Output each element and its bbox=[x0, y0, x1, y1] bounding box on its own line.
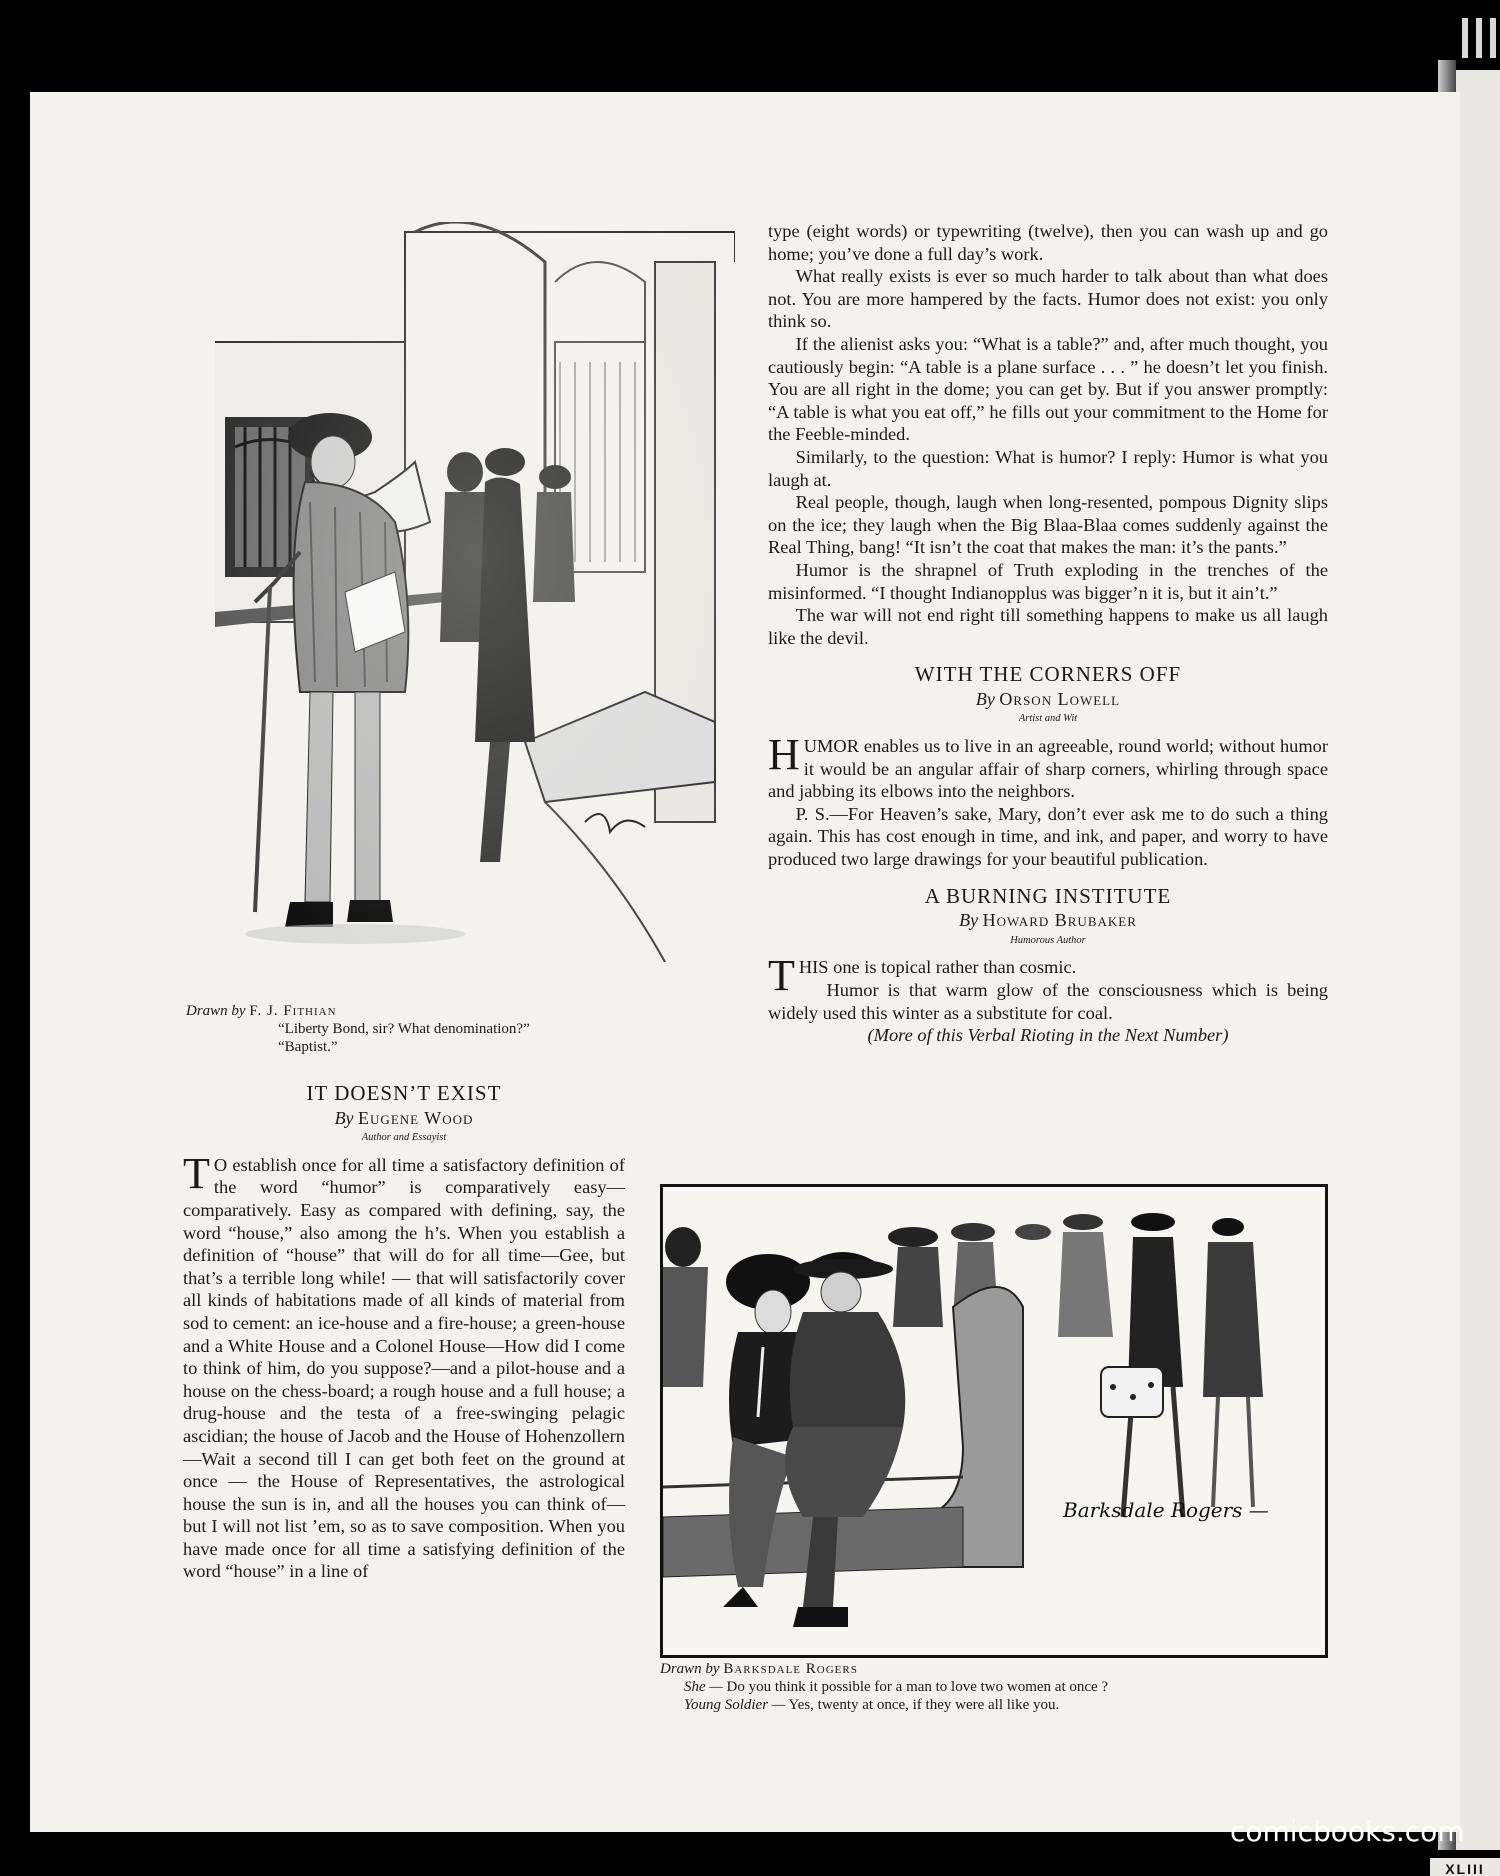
dialogue-line bbox=[660, 1678, 1360, 1696]
article-paragraph bbox=[183, 1148, 625, 1583]
article-title: WITH THE CORNERS OFF bbox=[914, 662, 1182, 687]
article-byline bbox=[183, 1107, 625, 1130]
speaker-label: Young Soldier — bbox=[684, 1697, 786, 1713]
drop-cap: T bbox=[183, 1148, 210, 1198]
byline-by: By bbox=[975, 688, 995, 709]
illustration-bench-couple bbox=[660, 1184, 1328, 1658]
continued-notice: (More of this Verbal Rioting in the Next Number) bbox=[867, 1025, 1229, 1046]
article-with-the-corners-off bbox=[768, 663, 1328, 870]
right-column bbox=[768, 220, 1328, 1047]
article-paragraph: type (eight words) or typewriting (twelve), then you can wash up and go home; you’ve done a full day’s work. bbox=[768, 221, 1328, 264]
caption-line: “Liberty Bond, sir? What denomination?” bbox=[278, 1021, 530, 1037]
page-folio: XLIII bbox=[1430, 1858, 1500, 1876]
drop-cap: H bbox=[768, 730, 800, 780]
article-a-burning-institute bbox=[768, 885, 1328, 1047]
dialogue-line bbox=[660, 1696, 1360, 1714]
dialogue-text: Yes, twenty at once, if they were all like you. bbox=[788, 1697, 1060, 1713]
author-role: Author and Essayist bbox=[361, 1132, 447, 1144]
article-paragraph: P. S.—For Heaven’s sake, Mary, don’t ever ask me to do such a thing again. This has cost enough in time, and ink, and paper, and worry to have produced two large drawings for your beautiful publication. bbox=[768, 803, 1328, 870]
article-paragraph: The war will not end right till something happens to make us all laugh like the devil. bbox=[768, 605, 1328, 648]
article-paragraph: Similarly, to the question: What is humor? I reply: Humor is what you laugh at. bbox=[768, 446, 1328, 490]
article-paragraph: Real people, though, laugh when long-resented, pompous Dignity slips on the ice; they laugh when the Big Blaa-Blaa comes suddenly against the Real Thing, bang! “It isn’t the coat that makes the man: it’s the pants.” bbox=[768, 492, 1328, 558]
article-lead: UMOR enables us to live in an agreeable, round world; without humor it would be an angular affair of sharp corners, whirling through space and jabbing its elbows into the neighbors. bbox=[768, 736, 1328, 802]
scan-mark bbox=[1462, 18, 1468, 58]
article-title: IT DOESN’T EXIST bbox=[306, 1081, 502, 1105]
byline-author: Orson Lowell bbox=[999, 688, 1121, 709]
artist-signature: Barksdale Rogers — bbox=[1063, 1498, 1269, 1522]
article-paragraph: Humor is that warm glow of the consciousness which is being widely used this winter as a substitute for coal. bbox=[768, 980, 1328, 1023]
byline-by: By bbox=[959, 910, 979, 931]
next-page-edge bbox=[1456, 70, 1500, 1850]
article-it-doesnt-exist bbox=[183, 1082, 625, 1583]
drop-cap: T bbox=[768, 951, 795, 1001]
speaker-label: She — bbox=[684, 1679, 723, 1695]
caption-line: “Baptist.” bbox=[278, 1039, 338, 1055]
illustration-caption bbox=[660, 1660, 1360, 1714]
article-paragraph: What really exists is ever so much harder to talk about than what does not. You are more hampered by the facts. Humor does not exist: you only think so. bbox=[768, 266, 1328, 332]
article-lead: HIS one is topical rather than cosmic. bbox=[798, 957, 1077, 978]
caption-artist: Barksdale Rogers bbox=[723, 1661, 858, 1677]
caption-drawn-by: Drawn by bbox=[186, 1003, 246, 1019]
caption-artist: F. J. Fithian bbox=[249, 1003, 337, 1019]
article-lead: O establish once for all time a satisfactory definition of the word “humor” is comparatively easy—comparatively. Easy as compared with defining, say, the word “house,” also among the h’s. When you establish a definition of “house” that will do for all time—Gee, but that’s a terrible long while! — that will satisfactorily cover all kinds of habitations made of all kinds of material from sod to cement: an ice-house and a fire-house; a green-house and a White House and a Colonel House—How did I come to think of him, do you suppose?—and a pilot-house and a house on the chess-board; a rough house and a full house; a drug-house and the testa of a free-swinging pelagic ascidian; the house of Jacob and the House of Hohenzollern—Wait a second till I can get both feet on the ground at once — the House of Representatives, the astrological house the sun is in, and all the houses you can think of—but I will not list ’em, so as to save composition. When you have made once for all time a satisfying definition of the word “house” in a line of bbox=[183, 1154, 625, 1582]
illustration-caption bbox=[186, 1002, 646, 1056]
article-paragraph: If the alienist asks you: “What is a table?” and, after much thought, you cautiously begin: “A table is a plane surface . . . ” he doesn’t let you finish. You are all right in the dome; you can get by. But if you answer promptly: “A table is what you eat off,” he fills out your commitment to the Home for the Feeble-minded. bbox=[768, 333, 1328, 445]
article-paragraph: Humor is the shrapnel of Truth exploding in the trenches of the misinformed. “I thought Indianopplus was bigger’n it is, but it ain’t.” bbox=[768, 559, 1328, 603]
article-byline bbox=[768, 909, 1328, 932]
watermark: comicbooks.com bbox=[1230, 1815, 1465, 1848]
author-role: Humorous Author bbox=[1010, 934, 1086, 946]
scan-mark bbox=[1476, 18, 1482, 58]
scan-mark bbox=[1490, 18, 1496, 58]
article-paragraph bbox=[768, 730, 1328, 803]
article-title: A BURNING INSTITUTE bbox=[924, 883, 1172, 908]
article-paragraph bbox=[768, 951, 1328, 1001]
byline-author: Howard Brubaker bbox=[982, 910, 1137, 931]
dialogue-text: Do you think it possible for a man to love two women at once ? bbox=[726, 1679, 1109, 1695]
byline-by: By bbox=[334, 1107, 354, 1128]
author-role: Artist and Wit bbox=[1018, 713, 1078, 725]
caption-drawn-by: Drawn by bbox=[660, 1661, 720, 1677]
article-byline bbox=[768, 688, 1328, 711]
illustration-bank-window bbox=[215, 222, 735, 962]
byline-author: Eugene Wood bbox=[358, 1107, 474, 1128]
